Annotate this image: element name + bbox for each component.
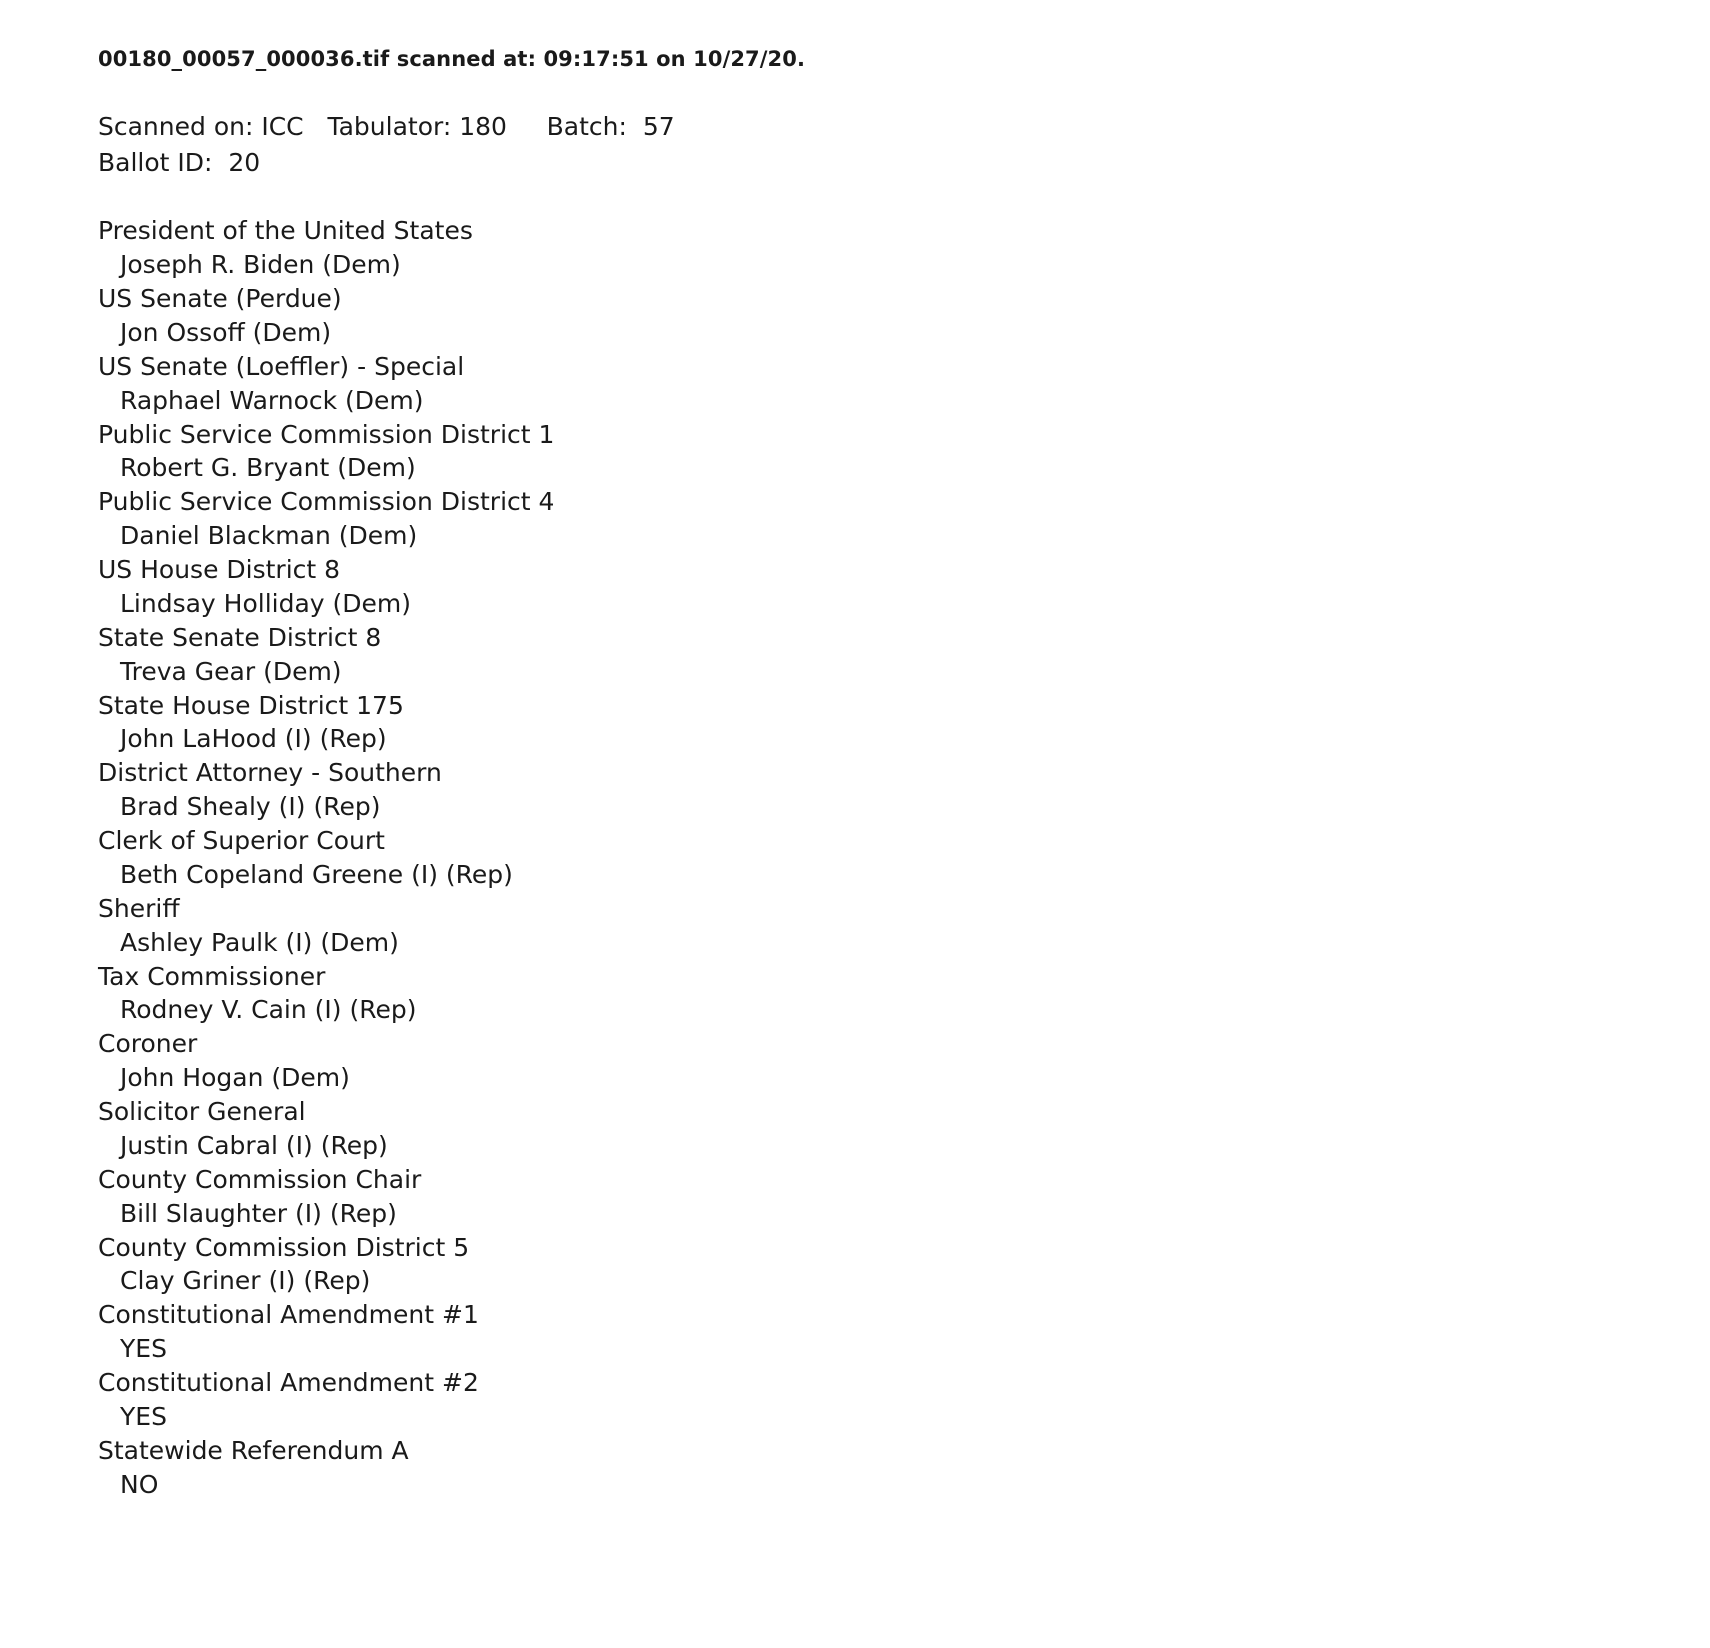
contest-selection: John LaHood (I) (Rep) xyxy=(120,724,387,754)
contest-selection: Joseph R. Biden (Dem) xyxy=(120,250,401,280)
contest-title: State House District 175 xyxy=(98,690,404,720)
contest-entry xyxy=(98,350,1710,418)
contest-title: Statewide Referendum A xyxy=(98,1435,409,1465)
contest-entry xyxy=(98,1095,1710,1163)
contest-title: Constitutional Amendment #2 xyxy=(98,1368,479,1398)
contest-selection: Bill Slaughter (I) (Rep) xyxy=(120,1198,397,1228)
scan-device-line: Scanned on: ICC Tabulator: 180 Batch: 57 xyxy=(98,112,675,142)
contest-title: Sheriff xyxy=(98,893,180,923)
contest-selection: Daniel Blackman (Dem) xyxy=(120,521,418,551)
contest-title: State Senate District 8 xyxy=(98,622,382,652)
contest-title: Clerk of Superior Court xyxy=(98,826,385,856)
contest-selection: Lindsay Holliday (Dem) xyxy=(120,588,412,618)
contest-selection: Beth Copeland Greene (I) (Rep) xyxy=(120,859,513,889)
contest-selection: Clay Griner (I) (Rep) xyxy=(120,1266,371,1296)
contest-entry xyxy=(98,418,1710,486)
contest-title: Solicitor General xyxy=(98,1097,306,1127)
contest-entry xyxy=(98,553,1710,621)
contest-title: County Commission District 5 xyxy=(98,1232,470,1262)
contest-title: Constitutional Amendment #1 xyxy=(98,1300,479,1330)
scan-file-header: 00180_00057_000036.tif scanned at: 09:17:51 on 10/27/20. xyxy=(98,47,806,71)
contest-entry xyxy=(98,1163,1710,1231)
contest-entry xyxy=(98,485,1710,553)
contest-entry xyxy=(98,1231,1710,1299)
contest-title: District Attorney - Southern xyxy=(98,758,442,788)
contest-selection: YES xyxy=(120,1401,167,1431)
contest-entry xyxy=(98,1027,1710,1095)
contest-entry xyxy=(98,824,1710,892)
contest-title: Coroner xyxy=(98,1029,198,1059)
contest-entry xyxy=(98,1298,1710,1366)
contest-selection: NO xyxy=(120,1469,159,1499)
contest-entry xyxy=(98,689,1710,757)
contest-selection: Robert G. Bryant (Dem) xyxy=(120,453,416,483)
contest-entry xyxy=(98,1434,1710,1502)
contest-entry xyxy=(98,621,1710,689)
contest-title: County Commission Chair xyxy=(98,1164,422,1194)
contest-title: Public Service Commission District 4 xyxy=(98,487,555,517)
contest-entry xyxy=(98,282,1710,350)
contest-list xyxy=(98,214,1710,1501)
contest-title: President of the United States xyxy=(98,216,473,246)
contest-title: US Senate (Loeffler) - Special xyxy=(98,351,465,381)
contest-selection: Brad Shealy (I) (Rep) xyxy=(120,792,381,822)
contest-selection: YES xyxy=(120,1334,167,1364)
contest-entry xyxy=(98,960,1710,1028)
contest-entry xyxy=(98,1366,1710,1434)
contest-title: Tax Commissioner xyxy=(98,961,326,991)
contest-selection: Treva Gear (Dem) xyxy=(120,656,342,686)
contest-title: US House District 8 xyxy=(98,555,341,585)
scan-metadata xyxy=(98,109,1710,180)
contest-entry xyxy=(98,214,1710,282)
contest-selection: Rodney V. Cain (I) (Rep) xyxy=(120,995,417,1025)
contest-selection: Jon Ossoff (Dem) xyxy=(120,317,332,347)
contest-title: US Senate (Perdue) xyxy=(98,284,342,314)
contest-selection: Justin Cabral (I) (Rep) xyxy=(120,1130,388,1160)
contest-title: Public Service Commission District 1 xyxy=(98,419,555,449)
ballot-id-line: Ballot ID: 20 xyxy=(98,147,261,177)
contest-entry xyxy=(98,892,1710,960)
contest-selection: John Hogan (Dem) xyxy=(120,1063,350,1093)
contest-selection: Raphael Warnock (Dem) xyxy=(120,385,424,415)
contest-entry xyxy=(98,756,1710,824)
contest-selection: Ashley Paulk (I) (Dem) xyxy=(120,927,399,957)
